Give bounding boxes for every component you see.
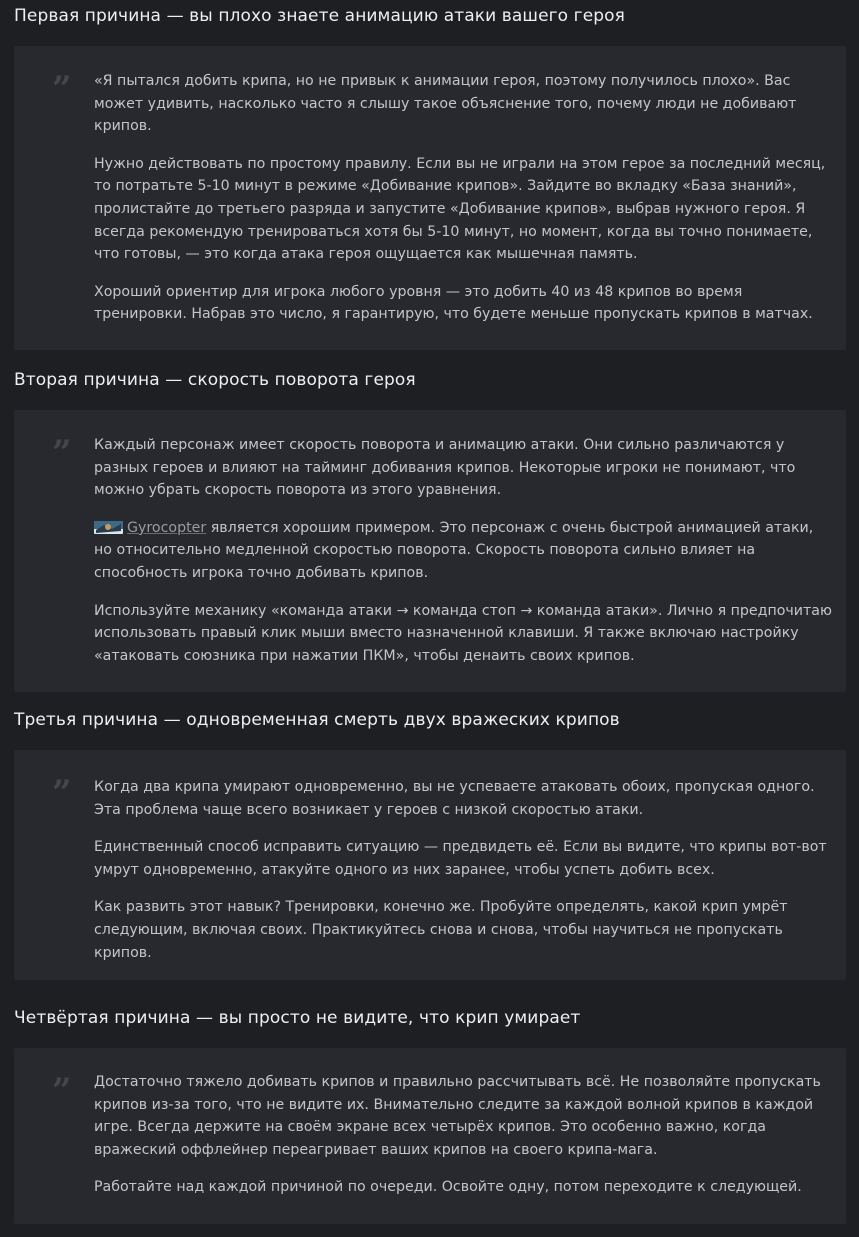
quote-box-4 (14, 1048, 846, 1224)
quote-box-1 (14, 46, 846, 350)
paragraph: Достаточно тяжело добивать крипов и правильно рассчитывать всё. Не позволяйте пропускать крипов из-за того, что не видите их. Внимательно следите за каждой волной крипов в каждой игре. Всегда держите на своём экране всех четырёх крипов. Это особенно важно, когда вражеский оффлейнер переагривает ваших крипов на своего крипа-мага. (94, 1074, 821, 1158)
quote-body-2 (94, 434, 832, 667)
quote-body-1 (94, 70, 832, 326)
quote-icon: ” (52, 1071, 72, 1111)
paragraph: Как развить этот навык? Тренировки, конечно же. Пробуйте определять, какой крип умрёт следующим, включая своих. Практикуйтесь снова и снова, чтобы научиться не пропускать крипов. (94, 899, 788, 961)
hero-link-gyrocopter[interactable]: Gyrocopter (127, 519, 207, 536)
paragraph: Каждый персонаж имеет скорость поворота и анимацию атаки. Они сильно различаются у разных героев и влияют на тайминг добивания крипов. Некоторые игроки не понимают, что можно убрать скорость поворота из этого уравнения. (94, 437, 796, 499)
quote-icon: ” (52, 433, 72, 473)
paragraph: Единственный способ исправить ситуацию — предвидеть её. Если вы видите, что крипы вот-вот умрут одновременно, атакуйте одного из них заранее, чтобы успеть добить всех. (94, 839, 827, 878)
paragraph: Хороший ориентир для игрока любого уровня — это добить 40 из 48 крипов во время тренировки. Набрав это число, я гарантирую, что будете меньше пропускать крипов в матчах. (94, 283, 813, 323)
gyrocopter-hero-icon (94, 520, 123, 534)
quote-box-3 (14, 750, 846, 980)
paragraph: Используйте механику «команда атаки → команда стоп → команда атаки». Лично я предпочитаю использовать правый клик мыши вместо назначенной клавиши. Я также включаю настройку «атаковать союзника при нажатии ПКМ», чтобы денаить своих крипов. (94, 602, 832, 664)
paragraph-text: является хорошим примером. Это персонаж с очень быстрой анимацией атаки, но относительно медленной скоростью поворота. Скорость поворота сильно влияет на способность игрока точно добивать крипов. (94, 519, 814, 581)
quote-icon: ” (52, 773, 72, 813)
paragraph: Когда два крипа умирают одновременно, вы не успеваете атаковать обоих, пропуская одного. Эта проблема чаще всего возникает у героев с низкой скоростью атаки. (94, 779, 815, 818)
quote-box-2 (14, 410, 846, 692)
paragraph: Работайте над каждой причиной по очереди. Освойте одну, потом переходите к следующей. (94, 1179, 802, 1196)
paragraph: Нужно действовать по простому правилу. Если вы не играли на этом герое за последний месяц, то потратьте 5-10 минут в режиме «Добивание крипов». Зайдите во вкладку «База знаний», пролистайте до третьего разряда и запустите «Добивание крипов», выбрав нужного героя. Я всегда рекомендую тренироваться хотя бы 5-10 минут, но момент, когда вы точно понимаете, что готовы, — это когда атака героя ощущается как мышечная память. (94, 155, 826, 263)
quote-body-3 (94, 776, 832, 964)
paragraph-hero (94, 517, 832, 585)
paragraph: «Я пытался добить крипа, но не привык к анимации героя, поэтому получилось плохо». Вас может удивить, насколько часто я слышу такое объяснение того, почему люди не добивают крипов. (94, 73, 797, 135)
section-heading-3: Третья причина — одновременная смерть двух вражеских крипов (14, 710, 620, 730)
section-heading-2: Вторая причина — скорость поворота героя (14, 370, 416, 390)
quote-icon: ” (52, 69, 72, 109)
section-heading-4: Четвёртая причина — вы просто не видите, что крип умирает (14, 1008, 581, 1028)
quote-body-4 (94, 1071, 832, 1199)
section-heading-1: Первая причина — вы плохо знаете анимацию атаки вашего героя (14, 6, 625, 26)
